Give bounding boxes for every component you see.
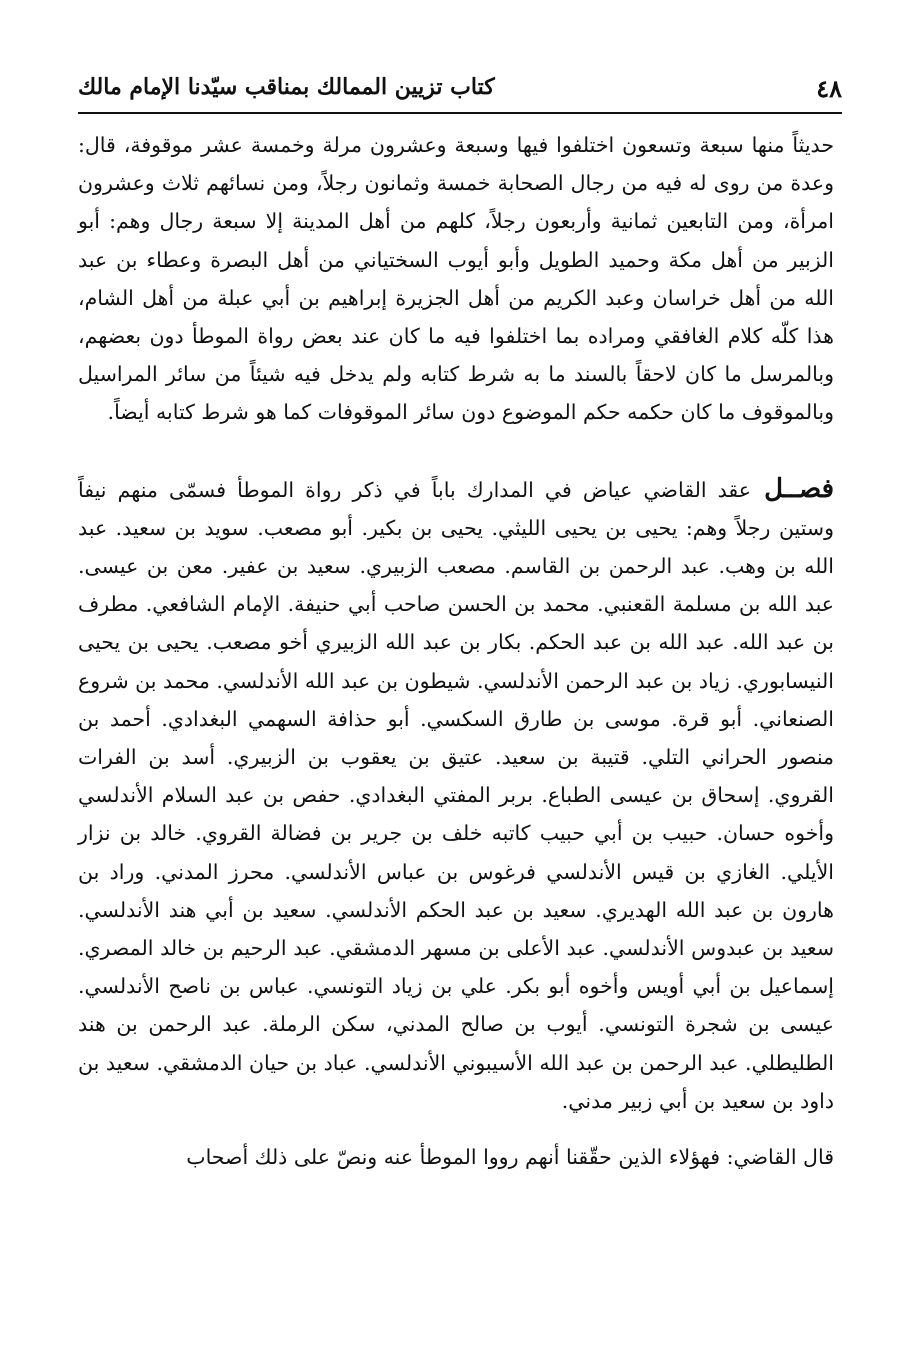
- header-divider: [78, 112, 842, 114]
- paragraph-text: حديثاً منها سبعة وتسعون اختلفوا فيها وسبعة وعشرون مرلة وخمسة عشر موقوفة، قال: وعدة من روى له فيه من رجال الصحابة خمسة وثمانون رجلاً، ومن نسائهم ثلاث وعشرون امرأة، ومن التابعين ثمانية وأربعون رجلاً، كلهم من أهل المدينة إلا سبعة رجال وهم: أبو الزبير من أهل مكة وحميد الطويل وأبو أيوب السختياني من أهل البصرة وعطاء بن عبد الله من أهل خراسان وعبد الكريم من أهل الجزيرة إبراهيم بن أبي عبلة من أهل الشام، هذا كلّه كلام الغافقي ومراده بما اختلفوا فيه ما كان عند بعض رواة الموطأ دون بعضهم، وبالمرسل ما كان لاحقاً بالسند ما به شرط كتابه ولم يدخل فيه شيئاً من سائر المراسيل وبالموقوف ما كان حكمه حكم الموضوع دون سائر الموقوفات كما هو شرط كتابه أيضاً.: [78, 133, 834, 425]
- book-title: كتاب تزيين الممالك بمناقب سيّدنا الإمام مالك: [78, 74, 495, 100]
- running-header: [78, 70, 842, 110]
- paragraph-intro: [78, 126, 834, 432]
- page-body: [78, 126, 834, 1176]
- paragraph-text: قال القاضي: فهؤلاء الذين حقّقنا أنهم رووا الموطأ عنه ونصّ على ذلك أصحاب: [186, 1145, 834, 1170]
- section-lead-word: فصــل: [764, 473, 834, 504]
- paragraph-closing: [78, 1138, 834, 1176]
- paragraph-text: عقد القاضي عياض في المدارك باباً في ذكر رواة الموطأ فسمّى منهم نيفاً وستين رجلاً وهم: يحيى بن يحيى الليثي. يحيى بن بكير. أبو مصعب. سويد بن سعيد. عبد الله بن وهب. عبد الرحمن بن القاسم. مصعب الزبيري. سعيد بن عفير. معن بن عيسى. عبد الله بن مسلمة القعنبي. محمد بن الحسن صاحب أبي حنيفة. الإمام الشافعي. مطرف بن عبد الله. عبد الله بن عبد الحكم. بكار بن عبد الله الزبيري أخو مصعب. يحيى بن يحيى النيسابوري. زياد بن عبد الرحمن الأندلسي. شيطون بن عبد الله الأندلسي. محمد بن شروع الصنعاني. أبو قرة. موسى بن طارق السكسي. أبو حذافة السهمي البغدادي. أحمد بن منصور الحراني التلي. قتيبة بن سعيد. عتيق بن يعقوب بن الزبيري. أسد بن الفرات القروي. إسحاق بن عيسى الطباع. بربر المفتي البغدادي. حفص بن عبد السلام الأندلسي وأخوه حسان. حبيب بن أبي حبيب كاتبه خلف بن جرير بن فضالة القروي. خالد بن نزار الأيلي. الغازي بن قيس الأندلسي فرغوس بن عباس الأندلسي. محرز المدني. وراد بن هارون بن عبد الله الهديري. سعيد بن عبد الحكم الأندلسي. سعيد بن أبي هند الأندلسي. سعيد بن عبدوس الأندلسي. عبد الأعلى بن مسهر الدمشقي. عبد الرحيم بن خالد المصري. إسماعيل بن أبي أويس وأخوه أبو بكر. علي بن زياد التونسي. عباس بن ناصح الأندلسي. عيسى بن شجرة التونسي. أيوب بن صالح المدني، سكن الرملة. عبد الرحمن بن هند الطليطلي. عبد الرحمن بن عبد الله الأسيبوني الأندلسي. عباد بن حيان الدمشقي. سعيد بن داود بن سعيد بن أبي زبير مدني.: [78, 477, 835, 1113]
- paragraph-fasl: [78, 470, 834, 1120]
- page-number: ٤٨: [816, 74, 842, 103]
